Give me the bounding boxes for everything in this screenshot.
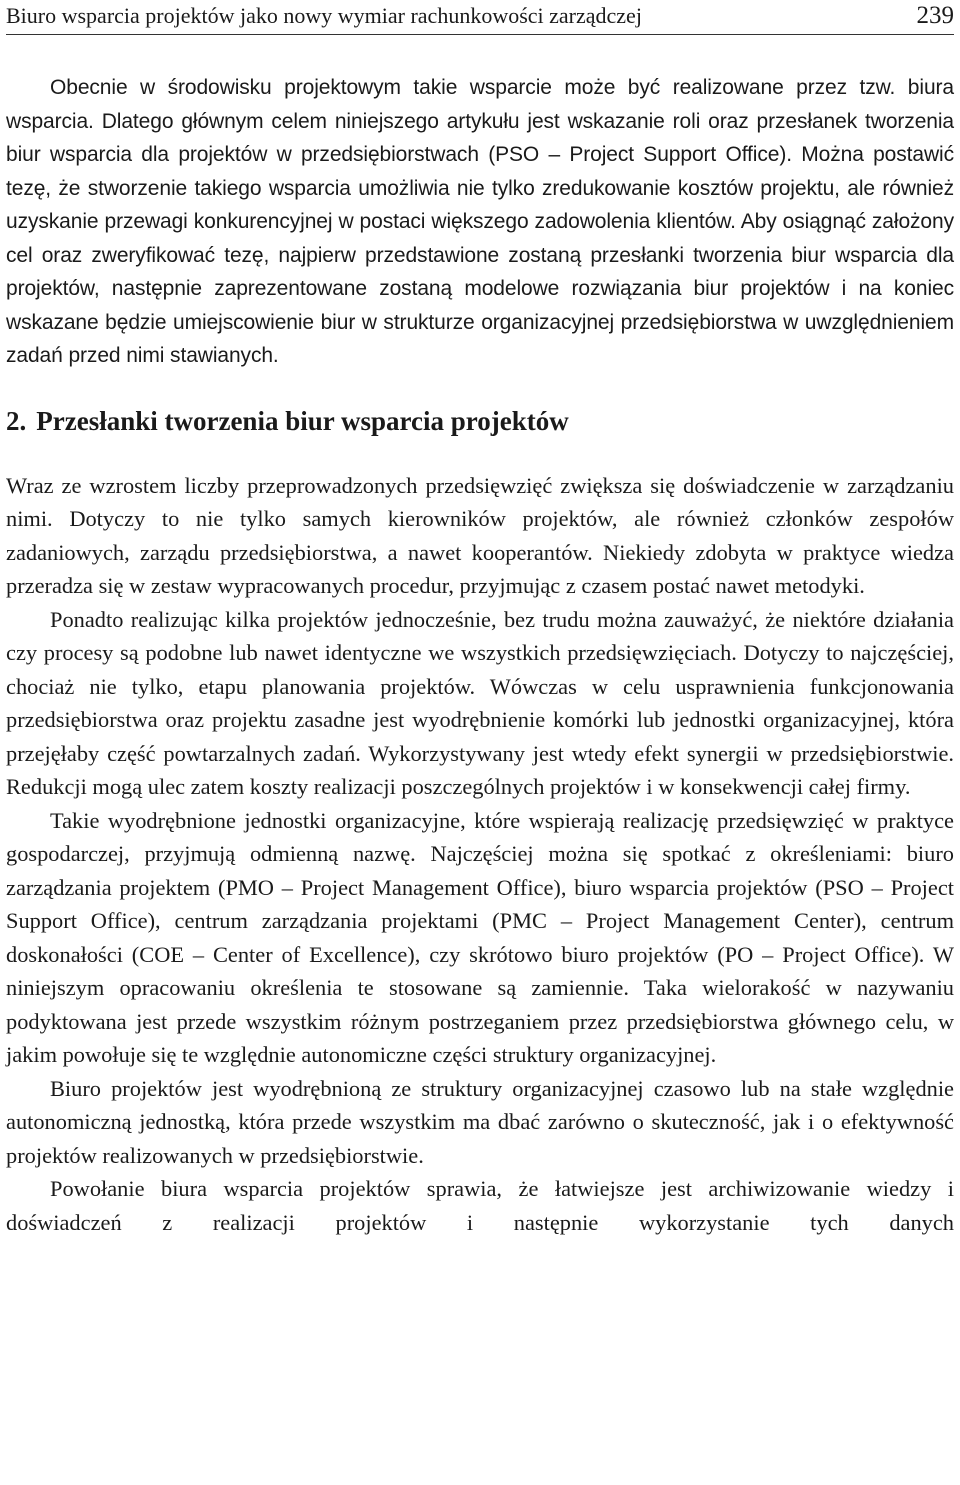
section-number: 2. <box>6 405 27 436</box>
paragraph-2: Ponadto realizując kilka projektów jednocześnie, bez trudu można zauważyć, że niektóre działania czy procesy są podobne lub nawet identyczne we wszystkich przedsięwzięciach. Dotyczy to najczęściej, chociaż nie tylko, etapu planowania projektów. Wówczas w celu usprawnienia funkcjonowania przedsiębiorstwa oraz projektu zasadne jest wyodrębnienie komórki lub jednostki organizacyjnej, która przejęłaby część powtarzalnych zadań. Wykorzystywany jest wtedy efekt synergii w przedsiębiorstwie. Redukcji mogą ulec zatem koszty realizacji poszczególnych projektów i w konsekwencji całej firmy. <box>6 606 954 799</box>
paragraph-1: Wraz ze wzrostem liczby przeprowadzonych przedsięwzięć zwiększa się doświadczenie w zarządzaniu nimi. Dotyczy to nie tylko samych kierowników projektów, ale również członków zespołów zadaniowych, zarządu przedsiębiorstwa, a nawet kooperantów. Niekiedy zdobyta w praktyce wiedza przeradza się w zestaw wypracowanych procedur, przyjmując z czasem postać nawet metodyki. <box>6 472 954 598</box>
running-header-title: Biuro wsparcia projektów jako nowy wymiar rachunkowości zarządczej <box>6 3 642 28</box>
intro-paragraph: Obecnie w środowisku projektowym takie wsparcie może być realizowane przez tzw. biura wsparcia. Dlatego głównym celem niniejszego artykułu jest wskazanie roli oraz przesłanek tworzenia biur wsparcia dla projektów w przedsiębiorstwach (PSO – Project Support Office). Można postawić tezę, że stworzenie takiego wsparcia umożliwia nie tylko zredukowanie kosztów projektu, ale również uzyskanie przewagi konkurencyjnej w postaci większego zadowolenia klientów. Aby osiągnąć założony cel oraz zweryfikować tezę, najpierw przedstawione zostaną przesłanki tworzenia biur wsparcia dla projektów, następnie zaprezentowane zostaną modelowe rozwiązania biur projektów i na koniec wskazane będzie umiejscowienie biur w strukturze organizacyjnej przedsiębiorstwa w uwzględnieniem zadań przed nimi stawianych. <box>6 76 954 367</box>
page <box>6 0 954 1239</box>
page-number: 239 <box>916 2 954 29</box>
article-body <box>6 71 954 1239</box>
section-title: Przesłanki tworzenia biur wsparcia projektów <box>36 405 569 436</box>
paragraph-5: Powołanie biura wsparcia projektów sprawia, że łatwiejsze jest archiwizowanie wiedzy i doświadczeń z realizacji projektów i następnie wykorzystanie tych danych <box>6 1176 954 1235</box>
paragraph-4: Biuro projektów jest wyodrębnioną ze struktury organizacyjnej czasowo lub na stałe względnie autonomiczną jednostką, która przede wszystkim ma dbać zarówno o skuteczność, jak i o efektywność projektów realizowanych w przedsiębiorstwie. <box>6 1075 954 1168</box>
section-heading <box>6 401 954 441</box>
running-header <box>6 0 954 35</box>
paragraph-3: Takie wyodrębnione jednostki organizacyjne, które wspierają realizację przedsięwzięć w praktyce gospodarczej, przyjmują odmienną nazwę. Najczęściej można się spotkać z określeniami: biuro zarządzania projektem (PMO – Project Management Office), biuro wsparcia projektów (PSO – Project Support Office), centrum zarządzania projektami (PMC – Project Management Center), centrum doskonałości (COE – Center of Excellence), czy skrótowo biuro projektów (PO – Project Office). W niniejszym opracowaniu określenia te stosowane są zamiennie. Taka wielorakość w nazywaniu podyktowana jest przede wszystkim różnym postrzeganiem przez przedsiębiorstwa głównego celu, w jakim powołuje się te względnie autonomiczne części struktury organizacyjnej. <box>6 807 954 1067</box>
